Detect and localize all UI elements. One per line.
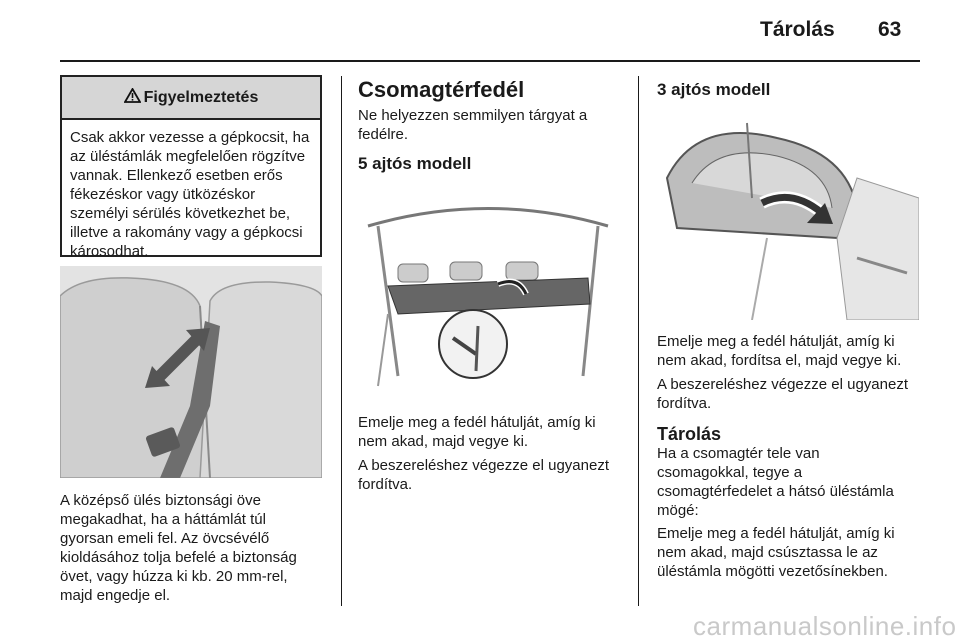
heading-csomagterfedel: Csomagtérfedél	[358, 77, 525, 102]
three-door-paragraph-2: A beszereléshez végezze el ugyanezt fordítva.	[657, 376, 908, 412]
page-header-title: Tárolás	[760, 18, 835, 41]
column-divider-2	[638, 76, 639, 606]
three-door-cover-illustration	[657, 108, 919, 320]
column-divider-1	[341, 76, 342, 606]
storage-paragraph-1: Ha a csomagtér tele van csomagokkal, tegye a csomagtérfedelet a hátsó üléstámla mögé:	[657, 445, 894, 519]
warning-text: Csak akkor vezesse a gépkocsit, ha az üléstámlák megfelelően rögzítve vannak. Ellenkező esetben erős fékezéskor vagy ütközéskor személyi sérülés következhet be, illetve a rakomány vagy a gépkocsi károsodhat.	[70, 129, 310, 260]
five-door-paragraph-2: A beszereléshez végezze el ugyanezt fordítva.	[358, 457, 609, 493]
seatbelt-paragraph: A középső ülés biztonsági öve megakadhat, ha a háttámlát túl gyorsan emeli fel. Az övcsévélő kioldásához tolja befelé a biztonság övet, vagy húzza ki kb. 20 mm-rel, majd engedje el.	[60, 492, 297, 604]
page-number: 63	[878, 18, 902, 41]
warning-box	[60, 75, 322, 260]
seatbelt-illustration	[60, 266, 322, 478]
storage-paragraph-2: Emelje meg a fedél hátulját, amíg ki nem akad, majd csúsztassa le az üléstámla mögötti vezetősínekben.	[657, 525, 895, 580]
warning-title: Figyelmeztetés	[143, 88, 259, 106]
subheading-5-door: 5 ajtós modell	[358, 154, 472, 173]
intro-paragraph: Ne helyezzen semmilyen tárgyat a fedélre.	[358, 107, 588, 143]
watermark-text: carmanualsonline.info	[693, 611, 957, 641]
warning-triangle-icon	[124, 88, 141, 108]
header-rule	[60, 60, 920, 62]
heading-tarolas: Tárolás	[657, 424, 722, 444]
five-door-cover-illustration	[358, 186, 620, 398]
five-door-paragraph-1: Emelje meg a fedél hátulját, amíg ki nem akad, majd vegye ki.	[358, 414, 596, 450]
subheading-3-door: 3 ajtós modell	[657, 80, 771, 99]
warning-header	[62, 77, 320, 120]
three-door-paragraph-1: Emelje meg a fedél hátulját, amíg ki nem akad, fordítsa el, majd vegye ki.	[657, 333, 902, 369]
